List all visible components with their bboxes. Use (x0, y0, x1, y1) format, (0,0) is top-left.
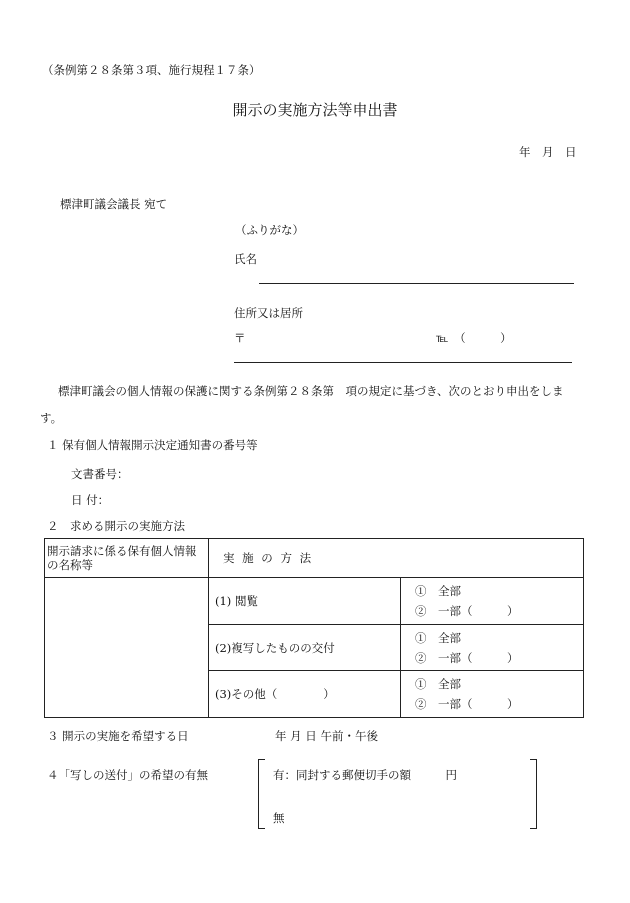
furigana-label: （ふりがな） (235, 223, 304, 237)
option-partial: ② 一部（ ） (415, 697, 519, 711)
document-title: 開示の実施方法等申出書 (232, 101, 398, 119)
option-all: ① 全部 (415, 584, 461, 598)
section2-heading: ２ 求める開示の実施方法 (47, 519, 185, 533)
method-table (44, 538, 584, 718)
info-name-cell (45, 578, 209, 718)
method-cell: (2)複写したものの交付 (209, 625, 401, 671)
intro-line-2: す。 (40, 411, 63, 425)
method-cell: (1) 閲覧 (209, 578, 401, 625)
section1-heading: １ 保有個人情報開示決定通知書の番号等 (47, 438, 258, 452)
option-cell (401, 671, 584, 718)
address-label: 住所又は居所 (234, 306, 303, 320)
option-partial: ② 一部（ ） (415, 650, 519, 665)
regulation-reference: （条例第２８条第３項、施行規程１７条） (42, 63, 261, 77)
option-cell (401, 625, 584, 671)
option-all: ① 全部 (415, 630, 461, 645)
intro-line-1: 標津町議会の個人情報の保護に関する条例第２８条第 項の規定に基づき、次のとおり申出をしま (58, 384, 564, 398)
address-underline (234, 362, 572, 363)
name-label: 氏名 (234, 252, 257, 266)
col-header-info-name: 開示請求に係る保有個人情報の名称等 (45, 539, 209, 578)
tel-field: ℡ （ ） (436, 331, 512, 345)
col-header-method: 実 施 の 方 法 (209, 539, 584, 578)
right-bracket (530, 759, 537, 829)
name-underline (259, 283, 574, 284)
addressee: 標津町議会議長 宛て (60, 197, 168, 211)
left-bracket (258, 759, 265, 829)
issue-date-label: 日 付： (71, 493, 110, 507)
postage-no-option: 無 (273, 811, 285, 825)
document-number-label: 文書番号： (71, 467, 129, 481)
section4-heading: ４「写しの送付」の希望の有無 (47, 768, 208, 782)
date-field: 年 月 日 (519, 145, 577, 159)
option-all: ① 全部 (415, 677, 461, 691)
section3-heading: ３ 開示の実施を希望する日 (47, 729, 189, 743)
postal-mark: 〒 (234, 331, 246, 345)
option-partial: ② 一部（ ） (415, 604, 519, 618)
postage-yes-option: 有：同封する郵便切手の額 円 (273, 768, 457, 782)
desired-date: 年 月 日 午前・午後 (275, 729, 378, 743)
option-cell (401, 578, 584, 625)
method-cell: (3)その他（ ） (209, 671, 401, 718)
